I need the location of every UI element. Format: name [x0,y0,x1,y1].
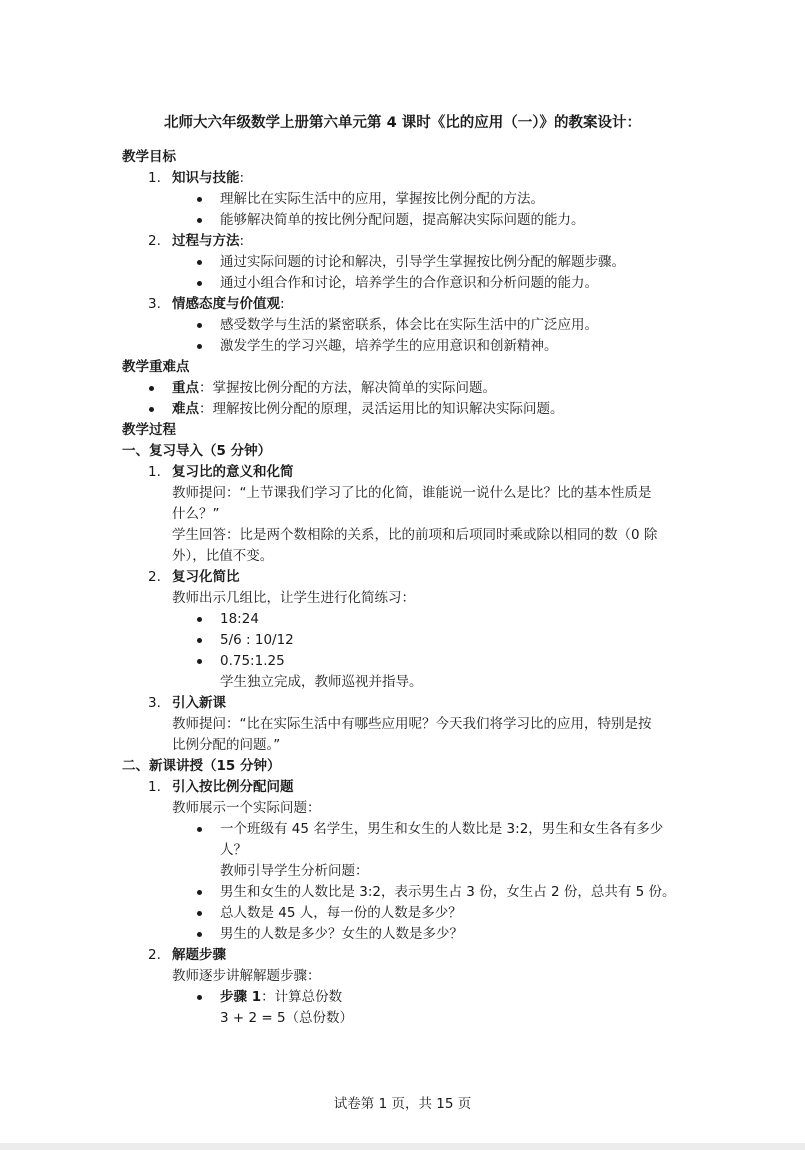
list-item [122,903,687,924]
bullet-icon [197,932,202,937]
bullet-icon [149,386,154,391]
list-item [122,882,687,903]
ratio-text: 18:24 [220,611,259,627]
bullet-text: 通过小组合作和讨论，培养学生的合作意识和分析问题的能力。 [220,275,598,291]
step-title: 复习化简比 [172,569,240,585]
paragraph: 教师提问：“比在实际生活中有哪些应用呢？今天我们将学习比的应用，特别是按 [172,716,652,732]
part-heading: 一、复习导入（5 分钟） [122,443,272,459]
keypoint-label: 重点 [172,380,199,396]
bullet-text: 能够解决简单的按比例分配问题，提高解决实际问题的能力。 [220,212,585,228]
step-title: 引入按比例分配问题 [172,779,294,795]
keypoint-text: ：掌握按比例分配的方法，解决简单的实际问题。 [199,380,496,396]
paragraph: 什么？” [172,506,220,522]
goal-label: 情感态度与价值观 [172,296,280,312]
step-item [122,945,687,966]
bullet-icon [197,659,202,664]
ratio-text: 5/6 : 10/12 [220,632,294,648]
bullet-icon [149,407,154,412]
bullet-text: 感受数学与生活的紧密联系，体会比在实际生活中的广泛应用。 [220,317,598,333]
list-number: 1. [148,779,161,795]
paragraph: 教师引导学生分析问题： [220,863,369,879]
list-item [122,609,687,630]
bullet-icon [197,197,202,202]
goal-colon: : [280,296,285,312]
step-title: 引入新课 [172,695,226,711]
bullet-icon [197,638,202,643]
bullet-icon [197,995,202,1000]
bullet-icon [197,260,202,265]
bullet-icon [197,617,202,622]
list-item [122,273,687,294]
section-heading-keypoints: 教学重难点 [122,359,190,375]
list-item [122,252,687,273]
goal-item [122,294,687,315]
paragraph: 教师出示几组比，让学生进行化简练习： [172,590,415,606]
bullet-icon [197,827,202,832]
paragraph: 教师展示一个实际问题： [172,800,321,816]
bullet-text: 激发学生的学习兴趣，培养学生的应用意识和创新精神。 [220,338,558,354]
step-item [122,693,687,714]
list-number: 3. [148,695,161,711]
bullet-text: 男生的人数是多少？女生的人数是多少？ [220,926,463,942]
goal-item [122,231,687,252]
goal-item [122,168,687,189]
list-item [122,336,687,357]
paragraph: 教师逐步讲解解题步骤： [172,968,321,984]
step-title: 复习比的意义和化简 [172,464,294,480]
list-item [122,651,687,672]
bullet-text: 男生和女生的人数比是 3:2，表示男生占 3 份，女生占 2 份，总共有 5 份。 [220,884,676,900]
paragraph: 学生独立完成，教师巡视并指导。 [220,674,423,690]
list-item [122,378,687,399]
bullet-text: 理解比在实际生活中的应用，掌握按比例分配的方法。 [220,191,544,207]
list-number: 3. [148,296,161,312]
page-footer: 试卷第 1 页，共 15 页 [333,1096,472,1112]
bullet-text: 总人数是 45 人，每一份的人数是多少？ [220,905,462,921]
list-item [122,315,687,336]
bullet-icon [197,890,202,895]
bullet-icon [197,344,202,349]
goal-label: 知识与技能 [172,170,240,186]
bullet-text: 一个班级有 45 名学生，男生和女生的人数比是 3:2，男生和女生各有多少 [220,821,664,837]
paragraph: 外），比值不变。 [172,548,274,564]
keypoint-text: ：理解按比例分配的原理，灵活运用比的知识解决实际问题。 [199,401,564,417]
list-item [122,630,687,651]
document-body [122,147,687,1029]
step-title: 解题步骤 [172,947,226,963]
ratio-text: 0.75:1.25 [220,653,285,669]
goal-label: 过程与方法 [172,233,240,249]
bullet-icon [197,323,202,328]
step-label: 步骤 1 [220,989,262,1005]
list-item [122,987,687,1008]
section-heading-process: 教学过程 [122,422,176,438]
list-number: 2. [148,233,161,249]
step-item [122,777,687,798]
list-item [122,924,687,945]
bullet-text: 通过实际问题的讨论和解决，引导学生掌握按比例分配的解题步骤。 [220,254,625,270]
document-title: 北师大六年级数学上册第六单元第 4 课时《比的应用（一）》的教案设计： [164,115,641,131]
bullet-icon [197,281,202,286]
step-text: ：计算总份数 [261,989,343,1005]
goal-colon: : [239,170,245,186]
list-number: 1. [148,464,161,480]
list-number: 2. [148,947,161,963]
step-item [122,567,687,588]
paragraph: 人？ [220,842,247,858]
list-number: 1. [148,170,161,186]
list-item [122,399,687,420]
keypoint-label: 难点 [172,401,199,417]
list-number: 2. [148,569,161,585]
paragraph: 3 + 2 = 5（总份数） [220,1010,354,1026]
section-heading-goals: 教学目标 [122,149,176,165]
paragraph: 学生回答：比是两个数相除的关系，比的前项和后项同时乘或除以相同的数（0 除 [172,527,658,543]
list-item [122,210,687,231]
paragraph: 教师提问：“上节课我们学习了比的化简，谁能说一说什么是比？比的基本性质是 [172,485,652,501]
part-heading: 二、新课讲授（15 分钟） [122,758,281,774]
step-item [122,462,687,483]
list-item [122,819,687,840]
list-item [122,189,687,210]
paragraph: 比例分配的问题。” [172,737,281,753]
bullet-icon [197,218,202,223]
bullet-icon [197,911,202,916]
goal-colon: : [239,233,245,249]
